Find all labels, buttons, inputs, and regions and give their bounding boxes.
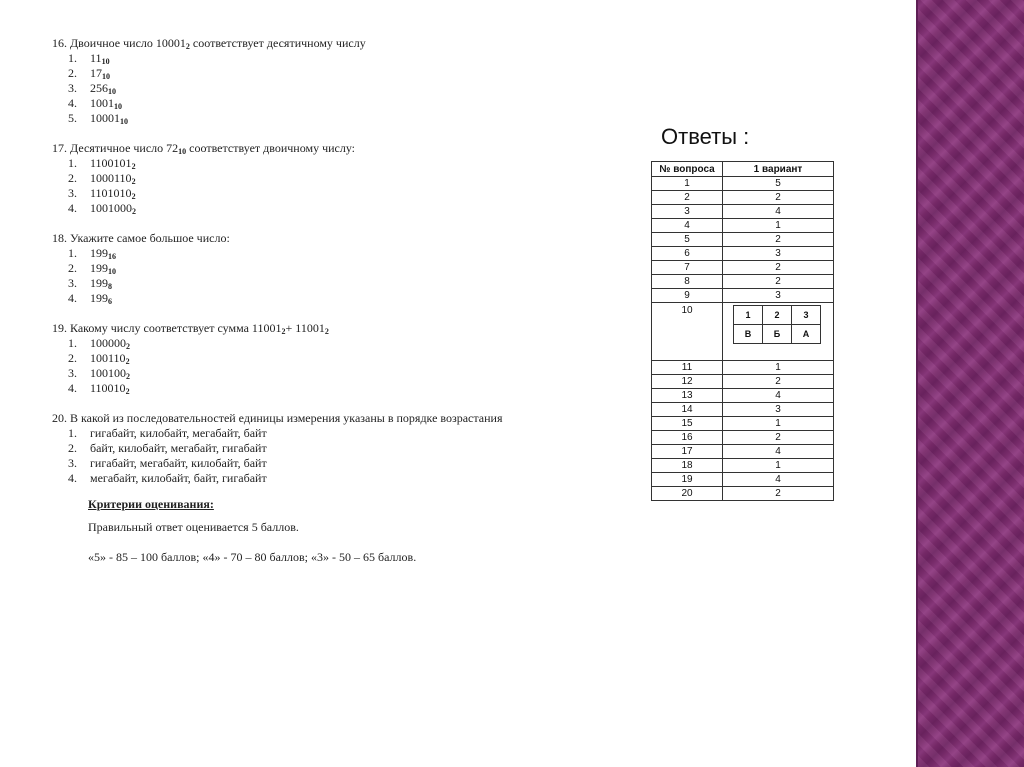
answer-value: 1	[723, 219, 834, 233]
answer-question-number: 6	[652, 247, 723, 261]
answer-option	[52, 171, 572, 186]
question-title-text: 18. Укажите самое большое число:	[52, 231, 230, 245]
option-number: 2.	[68, 261, 77, 275]
option-number: 2.	[68, 441, 77, 455]
option-value: 199	[90, 261, 108, 275]
question-title	[52, 141, 572, 156]
answer-row	[652, 389, 834, 403]
answer-options	[52, 336, 572, 396]
criteria-title: Критерии оценивания:	[88, 497, 214, 511]
answers-header-question: № вопроса	[652, 162, 723, 177]
option-value: 1100101	[90, 156, 132, 170]
answer-row	[652, 275, 834, 289]
option-number: 4.	[68, 201, 77, 215]
answer-question-number: 10	[652, 303, 723, 361]
answer-value: 2	[723, 487, 834, 501]
answer-option	[52, 81, 572, 96]
number-base: 8	[108, 282, 112, 291]
option-value: 199	[90, 291, 108, 305]
option-number: 2.	[68, 351, 77, 365]
answers-title: Ответы :	[661, 124, 750, 149]
question-item	[52, 141, 572, 216]
answer-question-number: 11	[652, 361, 723, 375]
question-item	[52, 321, 572, 396]
question-title-text: 19. Какому числу соответствует сумма 11001	[52, 321, 282, 335]
matching-cell: В	[734, 325, 763, 344]
answer-value: 1	[723, 417, 834, 431]
number-base: 10	[178, 147, 187, 156]
answer-option	[52, 246, 572, 261]
number-base: 2	[126, 372, 130, 381]
answer-question-number: 3	[652, 205, 723, 219]
answer-value: 2	[723, 275, 834, 289]
answer-question-number: 17	[652, 445, 723, 459]
number-base: 2	[132, 207, 136, 216]
option-value: 11	[90, 51, 102, 65]
answer-option	[52, 381, 572, 396]
answer-row	[652, 403, 834, 417]
option-value: мегабайт, килобайт, байт, гигабайт	[90, 471, 267, 485]
answer-option	[52, 201, 572, 216]
answer-question-number: 13	[652, 389, 723, 403]
answer-question-number: 7	[652, 261, 723, 275]
answer-value: 4	[723, 445, 834, 459]
question-title-text: 20. В какой из последовательностей единицы измерения указаны в порядке возрастания	[52, 411, 503, 425]
option-value: 17	[90, 66, 102, 80]
question-title-text: 17. Десятичное число 72	[52, 141, 179, 155]
question-title-text: + 11001	[285, 321, 325, 335]
answer-value: 4	[723, 389, 834, 403]
option-number: 4.	[68, 471, 77, 485]
number-base: 10	[108, 87, 116, 96]
number-base: 10	[120, 117, 128, 126]
number-base: 10	[102, 72, 110, 81]
answer-option	[52, 261, 572, 276]
option-number: 2.	[68, 66, 77, 80]
number-base: 2	[125, 357, 130, 366]
number-base: 10	[101, 57, 110, 66]
answer-value: 1	[723, 361, 834, 375]
number-base: 10	[114, 102, 122, 111]
answer-option	[52, 441, 572, 456]
option-value: 199	[90, 276, 108, 290]
matching-cell: Б	[763, 325, 792, 344]
answer-row	[652, 289, 834, 303]
answer-question-number: 8	[652, 275, 723, 289]
answer-row	[652, 431, 834, 445]
answer-options	[52, 246, 572, 306]
option-number: 4.	[68, 381, 77, 395]
answer-option	[52, 186, 572, 201]
option-value: 100000	[90, 336, 126, 350]
answer-option	[52, 471, 572, 486]
number-base: 2	[131, 177, 136, 186]
matching-row	[734, 325, 821, 344]
option-value: 1001	[90, 96, 114, 110]
answer-row	[652, 417, 834, 431]
answer-value: 4	[723, 473, 834, 487]
number-base: 2	[185, 42, 190, 51]
option-number: 3.	[68, 366, 77, 380]
question-item	[52, 411, 572, 486]
option-number: 4.	[68, 96, 77, 110]
answer-question-number: 16	[652, 431, 723, 445]
answer-row-10	[652, 303, 834, 361]
answer-row	[652, 205, 834, 219]
answer-options	[52, 156, 572, 216]
number-base: 6	[108, 297, 112, 306]
option-number: 3.	[68, 81, 77, 95]
answer-value: 3	[723, 247, 834, 261]
option-value: 100100	[90, 366, 126, 380]
option-number: 1.	[68, 336, 77, 350]
question-title-text: соответствует десятичному числу	[189, 36, 366, 50]
answer-row	[652, 487, 834, 501]
option-value: 100110	[90, 351, 126, 365]
answer-row	[652, 473, 834, 487]
answer-row	[652, 445, 834, 459]
grading-criteria	[88, 497, 416, 565]
option-number: 3.	[68, 276, 77, 290]
answer-value: 2	[723, 431, 834, 445]
criteria-line-1: Правильный ответ оценивается 5 баллов.	[88, 520, 299, 534]
option-value: гигабайт, мегабайт, килобайт, байт	[90, 456, 267, 470]
option-number: 2.	[68, 171, 77, 185]
question-title	[52, 321, 572, 336]
decorative-side-stripe	[916, 0, 1024, 767]
answer-question-number: 4	[652, 219, 723, 233]
answer-option	[52, 366, 572, 381]
answer-value: 2	[723, 261, 834, 275]
answer-option	[52, 276, 572, 291]
option-value: 1000110	[90, 171, 132, 185]
answer-option	[52, 291, 572, 306]
question-item	[52, 36, 572, 126]
matching-cell: А	[792, 325, 821, 344]
criteria-line-2: «5» - 85 – 100 баллов; «4» - 70 – 80 баллов; «3» - 50 – 65 баллов.	[88, 550, 417, 564]
answer-row	[652, 233, 834, 247]
question-title-text: соответствует двоичному числу:	[186, 141, 356, 155]
option-value: байт, килобайт, мегабайт, гигабайт	[90, 441, 267, 455]
answer-question-number: 15	[652, 417, 723, 431]
answer-row	[652, 191, 834, 205]
answers-header-variant: 1 вариант	[723, 162, 834, 177]
answer-question-number: 1	[652, 177, 723, 191]
option-value: 1001000	[90, 201, 132, 215]
option-number: 1.	[68, 246, 77, 260]
option-value: 199	[90, 246, 108, 260]
answer-option	[52, 426, 572, 441]
answer-value: 5	[723, 177, 834, 191]
answer-option	[52, 156, 572, 171]
answer-option	[52, 351, 572, 366]
answer-option	[52, 66, 572, 81]
answer-option	[52, 51, 572, 66]
answer-question-number: 19	[652, 473, 723, 487]
answer-question-number: 2	[652, 191, 723, 205]
answer-question-number: 5	[652, 233, 723, 247]
question-item	[52, 231, 572, 306]
answer-row	[652, 247, 834, 261]
answer-option	[52, 96, 572, 111]
answer-value: 3	[723, 289, 834, 303]
answer-row	[652, 361, 834, 375]
questions-block	[52, 36, 572, 501]
answer-value: 4	[723, 205, 834, 219]
answer-value: 2	[723, 233, 834, 247]
question-title	[52, 411, 572, 426]
answer-question-number: 14	[652, 403, 723, 417]
answer-question-number: 9	[652, 289, 723, 303]
number-base: 2	[324, 327, 329, 336]
number-base: 2	[131, 162, 136, 171]
matching-table	[733, 305, 821, 344]
answer-question-number: 20	[652, 487, 723, 501]
answer-question-number: 12	[652, 375, 723, 389]
option-value: 110010	[90, 381, 126, 395]
question-title	[52, 36, 572, 51]
answer-row	[652, 261, 834, 275]
matching-cell: 1	[734, 306, 763, 325]
option-number: 1.	[68, 51, 77, 65]
answer-value: 2	[723, 375, 834, 389]
number-base: 2	[281, 327, 286, 336]
number-base: 2	[125, 387, 130, 396]
answer-options	[52, 426, 572, 486]
answer-row	[652, 375, 834, 389]
option-number: 3.	[68, 456, 77, 470]
answer-value: 1	[723, 459, 834, 473]
option-number: 1.	[68, 156, 77, 170]
answer-options	[52, 51, 572, 126]
option-value: гигабайт, килобайт, мегабайт, байт	[90, 426, 267, 440]
option-number: 1.	[68, 426, 77, 440]
answer-question-number: 18	[652, 459, 723, 473]
matching-cell: 3	[792, 306, 821, 325]
number-base: 16	[108, 252, 116, 261]
answer-row	[652, 177, 834, 191]
matching-cell: 2	[763, 306, 792, 325]
answer-row	[652, 219, 834, 233]
answer-matching-cell	[723, 303, 834, 361]
answer-option	[52, 456, 572, 471]
question-title	[52, 231, 572, 246]
option-value: 256	[90, 81, 108, 95]
option-number: 3.	[68, 186, 77, 200]
question-title-text: 16. Двоичное число 10001	[52, 36, 186, 50]
answer-row	[652, 459, 834, 473]
matching-row	[734, 306, 821, 325]
option-value: 10001	[90, 111, 120, 125]
answer-value: 2	[723, 191, 834, 205]
option-number: 4.	[68, 291, 77, 305]
number-base: 2	[131, 192, 136, 201]
answer-value: 3	[723, 403, 834, 417]
number-base: 10	[108, 267, 116, 276]
answer-option	[52, 336, 572, 351]
number-base: 2	[126, 342, 130, 351]
answers-table	[651, 161, 834, 501]
answer-option	[52, 111, 572, 126]
option-value: 1101010	[90, 186, 132, 200]
option-number: 5.	[68, 111, 77, 125]
